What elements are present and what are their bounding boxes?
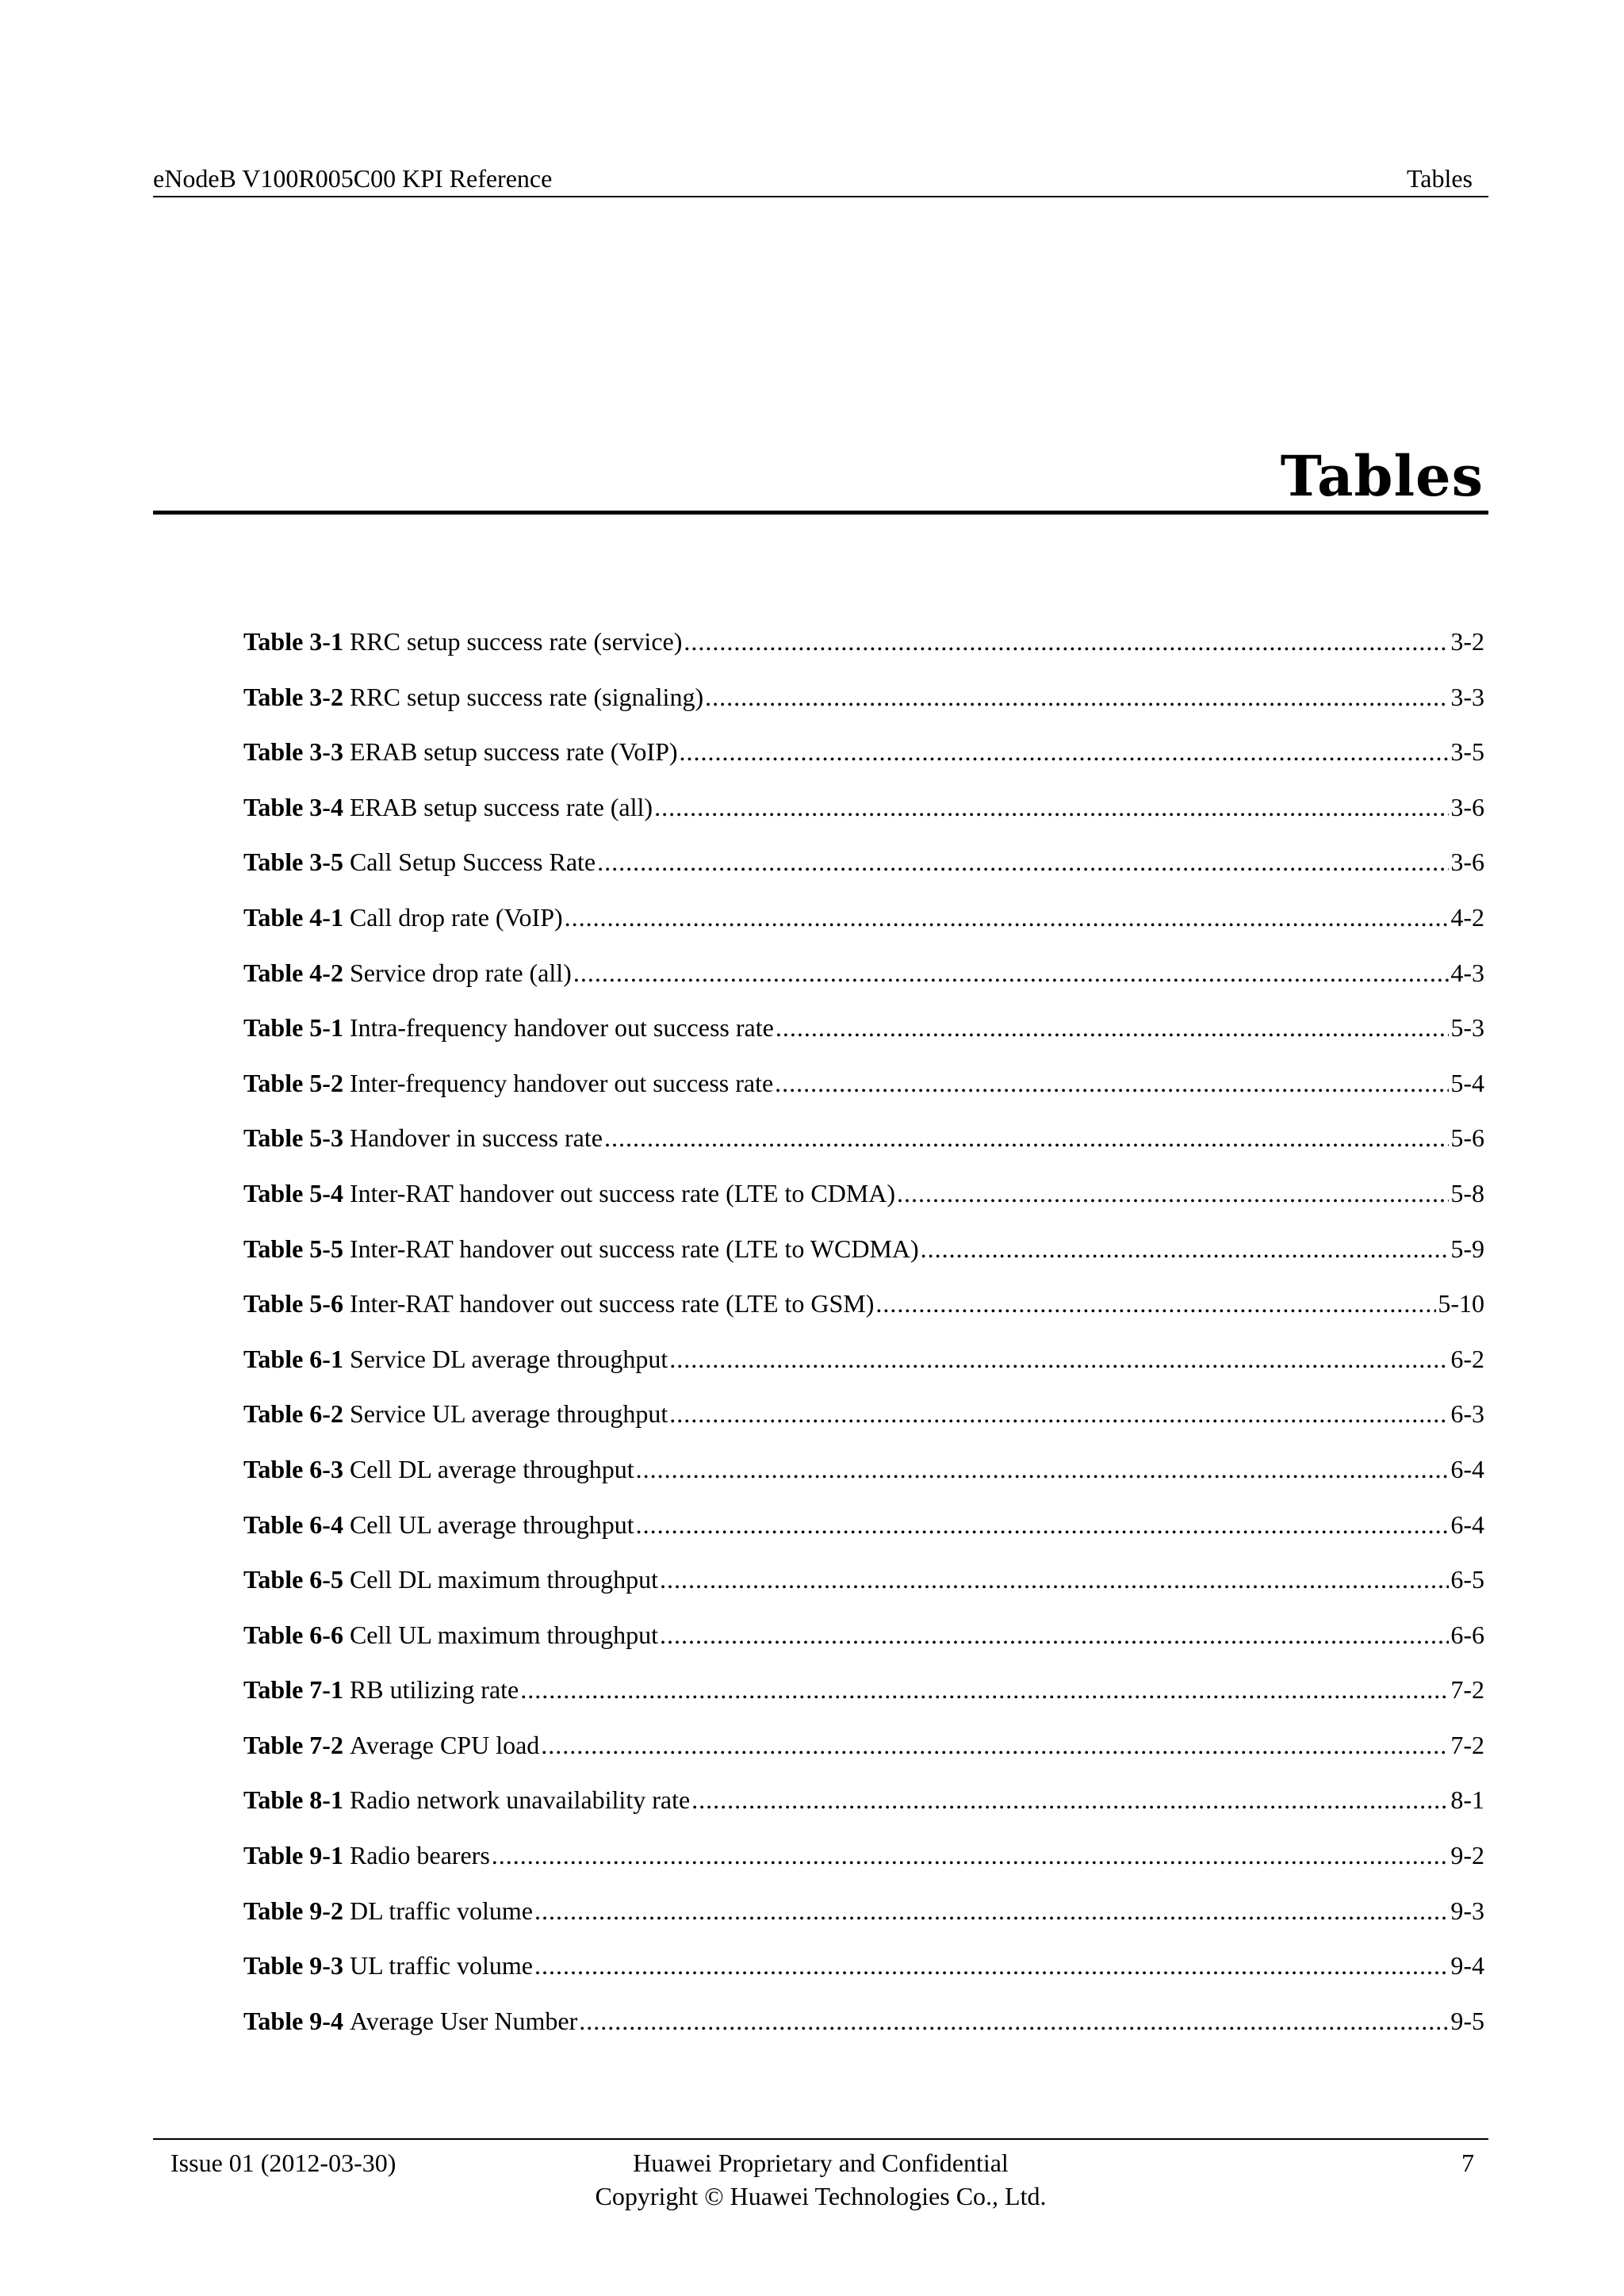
toc-entry[interactable] xyxy=(243,1448,1484,1503)
toc-entry-page: 5-10 xyxy=(1438,1289,1484,1318)
toc-entry[interactable] xyxy=(243,786,1484,841)
toc-entry-title: Inter-frequency handover out success rate xyxy=(349,1068,774,1097)
toc-entry-label: Table 5-6 xyxy=(243,1289,343,1318)
toc-entry-page: 3-2 xyxy=(1450,627,1484,656)
section-name: Tables xyxy=(1406,164,1473,193)
toc-entry-page: 9-2 xyxy=(1450,1841,1484,1870)
toc-entry[interactable] xyxy=(243,1172,1484,1227)
toc-entry-label: Table 6-5 xyxy=(243,1565,343,1594)
dot-leader xyxy=(691,1778,1449,1821)
toc-entry-title: Radio bearers xyxy=(349,1841,490,1870)
toc-entry[interactable] xyxy=(243,1337,1484,1393)
toc-entry-page: 9-3 xyxy=(1450,1896,1484,1925)
toc-entry-title: Average CPU load xyxy=(349,1730,540,1759)
toc-entry-title: Service drop rate (all) xyxy=(349,958,572,987)
toc-entry[interactable] xyxy=(243,1282,1484,1337)
toc-entry-title: RRC setup success rate (signaling) xyxy=(349,682,704,711)
toc-entry-label: Table 4-2 xyxy=(243,958,343,987)
dot-leader xyxy=(520,1668,1449,1711)
toc-entry-page: 6-5 xyxy=(1450,1565,1484,1594)
page-title: Tables xyxy=(1280,443,1484,509)
dot-leader xyxy=(534,1944,1449,1987)
toc-entry[interactable] xyxy=(243,1503,1484,1559)
dot-leader xyxy=(776,1006,1450,1049)
toc-entry-title: DL traffic volume xyxy=(349,1896,533,1925)
dot-leader xyxy=(684,620,1449,663)
toc-entry-label: Table 6-1 xyxy=(243,1344,343,1373)
dot-leader xyxy=(660,1558,1449,1601)
toc-entry[interactable] xyxy=(243,1834,1484,1889)
dot-leader xyxy=(492,1834,1450,1877)
page-number: 7 xyxy=(1461,2149,1474,2177)
dot-leader xyxy=(636,1448,1450,1490)
toc-entry-label: Table 9-4 xyxy=(243,2006,343,2035)
toc-entry-page: 5-4 xyxy=(1450,1068,1484,1097)
table-of-tables xyxy=(243,620,1484,2054)
toc-entry-label: Table 7-2 xyxy=(243,1730,343,1759)
toc-entry-label: Table 5-4 xyxy=(243,1178,343,1207)
toc-entry[interactable] xyxy=(243,1392,1484,1448)
dot-leader xyxy=(775,1062,1449,1104)
dot-leader xyxy=(534,1889,1449,1932)
footer-center xyxy=(153,2146,1488,2213)
copyright-notice: Copyright © Huawei Technologies Co., Ltd. xyxy=(595,2182,1047,2210)
toc-entry-title: Inter-RAT handover out success rate (LTE to WCDMA) xyxy=(349,1234,919,1263)
toc-entry-title: Inter-RAT handover out success rate (LTE to GSM) xyxy=(349,1289,875,1318)
toc-entry-title: RRC setup success rate (service) xyxy=(349,627,683,656)
toc-entry-label: Table 9-3 xyxy=(243,1951,343,1980)
toc-entry-page: 9-5 xyxy=(1450,2006,1484,2035)
dot-leader xyxy=(541,1724,1449,1766)
toc-entry[interactable] xyxy=(243,840,1484,896)
toc-entry-title: Cell UL average throughput xyxy=(349,1510,634,1539)
toc-entry-title: ERAB setup success rate (all) xyxy=(349,792,653,821)
dot-leader xyxy=(565,896,1450,939)
toc-entry-page: 3-5 xyxy=(1450,737,1484,767)
issue-date: Issue 01 (2012-03-30) xyxy=(170,2149,396,2177)
dot-leader xyxy=(660,1613,1449,1656)
toc-entry[interactable] xyxy=(243,896,1484,951)
confidentiality-notice: Huawei Proprietary and Confidential xyxy=(633,2149,1009,2177)
toc-entry-label: Table 9-2 xyxy=(243,1896,343,1925)
toc-entry-label: Table 3-5 xyxy=(243,848,343,877)
document-title: eNodeB V100R005C00 KPI Reference xyxy=(153,164,553,193)
dot-leader xyxy=(875,1282,1436,1325)
toc-entry-label: Table 5-5 xyxy=(243,1234,343,1263)
toc-entry-page: 5-9 xyxy=(1450,1234,1484,1263)
toc-entry-label: Table 7-1 xyxy=(243,1675,343,1705)
toc-entry-label: Table 3-3 xyxy=(243,737,343,767)
toc-entry[interactable] xyxy=(243,1778,1484,1834)
toc-entry-page: 4-2 xyxy=(1450,902,1484,932)
toc-entry-title: Radio network unavailability rate xyxy=(349,1785,691,1815)
dot-leader xyxy=(680,730,1450,773)
toc-entry-title: Cell DL maximum throughput xyxy=(349,1565,658,1594)
dot-leader xyxy=(705,675,1449,718)
dot-leader xyxy=(597,840,1449,883)
toc-entry-page: 6-3 xyxy=(1450,1399,1484,1429)
toc-entry[interactable] xyxy=(243,1668,1484,1724)
dot-leader xyxy=(604,1116,1449,1159)
dot-leader xyxy=(579,1999,1449,2042)
toc-entry-title: Average User Number xyxy=(349,2006,578,2035)
toc-entry-page: 8-1 xyxy=(1450,1785,1484,1815)
toc-entry[interactable] xyxy=(243,951,1484,1007)
toc-entry[interactable] xyxy=(243,1724,1484,1779)
toc-entry-page: 9-4 xyxy=(1450,1951,1484,1980)
toc-entry[interactable] xyxy=(243,1116,1484,1172)
dot-leader xyxy=(573,951,1450,994)
toc-entry-title: Intra-frequency handover out success rate xyxy=(349,1013,774,1043)
toc-entry-label: Table 8-1 xyxy=(243,1785,343,1815)
toc-entry-page: 7-2 xyxy=(1450,1675,1484,1705)
toc-entry-title: ERAB setup success rate (VoIP) xyxy=(349,737,678,767)
toc-entry-page: 4-3 xyxy=(1450,958,1484,987)
running-footer xyxy=(153,2138,1488,2210)
toc-entry-label: Table 3-2 xyxy=(243,682,343,711)
dot-leader xyxy=(669,1392,1449,1435)
toc-entry[interactable] xyxy=(243,1613,1484,1669)
toc-entry-label: Table 4-1 xyxy=(243,902,343,932)
toc-entry-label: Table 6-3 xyxy=(243,1454,343,1483)
toc-entry-page: 7-2 xyxy=(1450,1730,1484,1759)
toc-entry-title: Service UL average throughput xyxy=(349,1399,668,1429)
toc-entry-page: 5-3 xyxy=(1450,1013,1484,1043)
dot-leader xyxy=(897,1172,1449,1215)
toc-entry-label: Table 3-1 xyxy=(243,627,343,656)
toc-entry-page: 3-6 xyxy=(1450,792,1484,821)
dot-leader xyxy=(654,786,1449,828)
toc-entry-page: 6-4 xyxy=(1450,1510,1484,1539)
toc-entry-title: Service DL average throughput xyxy=(349,1344,668,1373)
page-heading xyxy=(153,428,1488,515)
toc-entry-page: 6-2 xyxy=(1450,1344,1484,1373)
dot-leader xyxy=(636,1503,1450,1546)
toc-entry-title: Inter-RAT handover out success rate (LTE to CDMA) xyxy=(349,1178,896,1207)
toc-entry-label: Table 5-3 xyxy=(243,1123,343,1153)
dot-leader xyxy=(669,1337,1449,1380)
toc-entry[interactable] xyxy=(243,1006,1484,1062)
toc-entry-title: Cell UL maximum throughput xyxy=(349,1620,658,1649)
toc-entry[interactable] xyxy=(243,675,1484,731)
dot-leader xyxy=(921,1227,1450,1270)
toc-entry[interactable] xyxy=(243,1889,1484,1945)
toc-entry[interactable] xyxy=(243,730,1484,786)
toc-entry-page: 6-6 xyxy=(1450,1620,1484,1649)
toc-entry-label: Table 6-6 xyxy=(243,1620,343,1649)
toc-entry[interactable] xyxy=(243,1944,1484,1999)
toc-entry-page: 6-4 xyxy=(1450,1454,1484,1483)
toc-entry-label: Table 6-2 xyxy=(243,1399,343,1429)
toc-entry-page: 3-3 xyxy=(1450,682,1484,711)
toc-entry-title: Call drop rate (VoIP) xyxy=(349,902,563,932)
toc-entry-title: UL traffic volume xyxy=(349,1951,533,1980)
toc-entry-page: 5-8 xyxy=(1450,1178,1484,1207)
toc-entry-label: Table 5-1 xyxy=(243,1013,343,1043)
running-header xyxy=(153,161,1488,197)
toc-entry-title: Handover in success rate xyxy=(349,1123,603,1153)
toc-entry-label: Table 5-2 xyxy=(243,1068,343,1097)
toc-entry[interactable] xyxy=(243,1062,1484,1117)
toc-entry[interactable] xyxy=(243,1999,1484,2055)
toc-entry-label: Table 9-1 xyxy=(243,1841,343,1870)
toc-entry[interactable] xyxy=(243,620,1484,675)
toc-entry-title: RB utilizing rate xyxy=(349,1675,519,1705)
toc-entry-title: Call Setup Success Rate xyxy=(349,848,596,877)
toc-entry-label: Table 3-4 xyxy=(243,792,343,821)
toc-entry-label: Table 6-4 xyxy=(243,1510,343,1539)
toc-entry-page: 5-6 xyxy=(1450,1123,1484,1153)
toc-entry-page: 3-6 xyxy=(1450,848,1484,877)
toc-entry-title: Cell DL average throughput xyxy=(349,1454,634,1483)
toc-entry[interactable] xyxy=(243,1558,1484,1613)
toc-entry[interactable] xyxy=(243,1227,1484,1283)
